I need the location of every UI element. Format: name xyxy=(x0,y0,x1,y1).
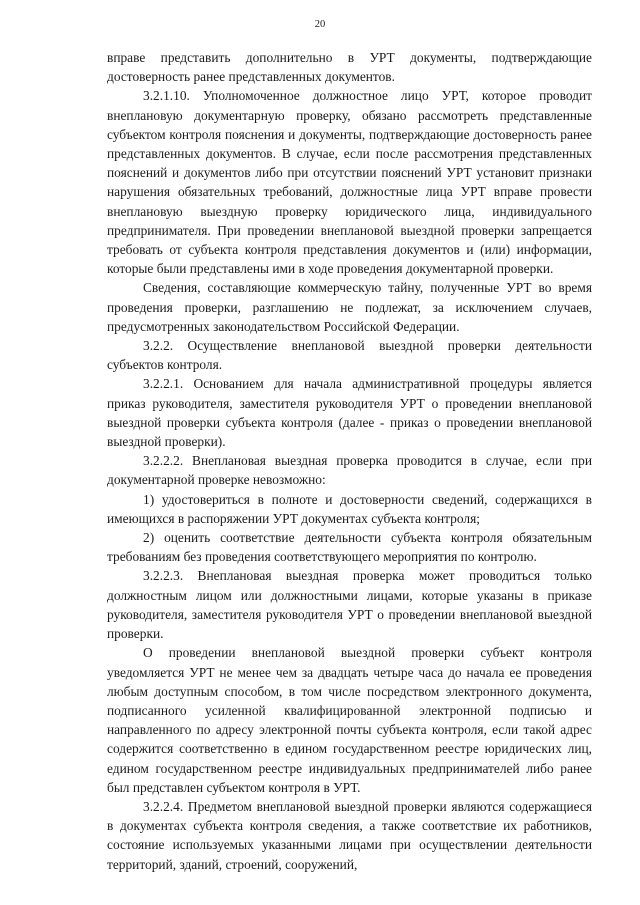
list-item-1: 1) удостовериться в полноте и достоверности сведений, содержащихся в имеющихся в распоряжении УРТ документах субъекта контроля; xyxy=(107,491,592,526)
paragraph-3-2-2-2: 3.2.2.2. Внеплановая выездная проверка проводится в случае, если при документарной проверке невозможно: xyxy=(107,453,592,488)
paragraph-3-2-2-3: 3.2.2.3. Внеплановая выездная проверка может проводиться только должностным лицом или должностными лицами, которые указаны в приказе руководителя, заместителя руководителя УРТ о проведении внеплановой выездной проверки. xyxy=(107,568,592,642)
paragraph-3-2-1-10: 3.2.1.10. Уполномоченное должностное лицо УРТ, которое проводит внеплановую документарную проверку, обязано рассмотреть представленные субъектом контроля пояснения и документы, подтверждающие достоверность ранее представленных документов. В случае, если после рассмотрения представленных пояснений и документов либо при отсутствии пояснений УРТ установит признаки нарушения обязательных требований, должностные лица УРТ вправе провести внеплановую выездную проверку юридического лица, индивидуального предпринимателя. При проведении внеплановой выездной проверки запрещается требовать от субъекта контроля представления документов и (или) информации, которые были представлены ими в ходе проведения документарной проверки. xyxy=(107,88,592,277)
paragraph-3-2-2: 3.2.2. Осуществление внеплановой выездной проверки деятельности субъектов контроля. xyxy=(107,338,592,373)
paragraph-notification: О проведении внеплановой выездной проверки субъект контроля уведомляется УРТ не менее чем за двадцать четыре часа до начала ее проведения любым доступным способом, в том числе посредством электронного документа, подписанного усиленной квалифицированной электронной подписью и направленного по адресу электронной почты субъекта контроля, если такой адрес содержится соответственно в едином государственном реестре юридических лиц, едином государственном реестре индивидуальных предпринимателей либо ранее был представлен субъектом контроля в УРТ. xyxy=(107,645,592,795)
document-body xyxy=(107,48,592,874)
paragraph-continuation: вправе представить дополнительно в УРТ документы, подтверждающие достоверность ранее представленных документов. xyxy=(107,50,592,85)
paragraph-commercial-secret: Сведения, составляющие коммерческую тайну, полученные УРТ во время проведения проверки, разглашению не подлежат, за исключением случаев, предусмотренных законодательством Российской Федерации. xyxy=(107,280,592,334)
paragraph-3-2-2-4: 3.2.2.4. Предметом внеплановой выездной проверки являются содержащиеся в документах субъекта контроля сведения, а также соответствие их работников, состояние используемых указанными лицами при осуществлении деятельности территорий, зданий, строений, сооружений, xyxy=(107,798,592,872)
list-item-2: 2) оценить соответствие деятельности субъекта контроля обязательным требованиям без проведения соответствующего мероприятия по контролю. xyxy=(107,530,592,565)
paragraph-3-2-2-1: 3.2.2.1. Основанием для начала административной процедуры является приказ руководителя, заместителя руководителя УРТ о проведении внеплановой выездной проверки субъекта контроля (далее - приказ о проведении внеплановой выездной проверки). xyxy=(107,376,592,450)
page-number: 20 xyxy=(314,19,326,30)
